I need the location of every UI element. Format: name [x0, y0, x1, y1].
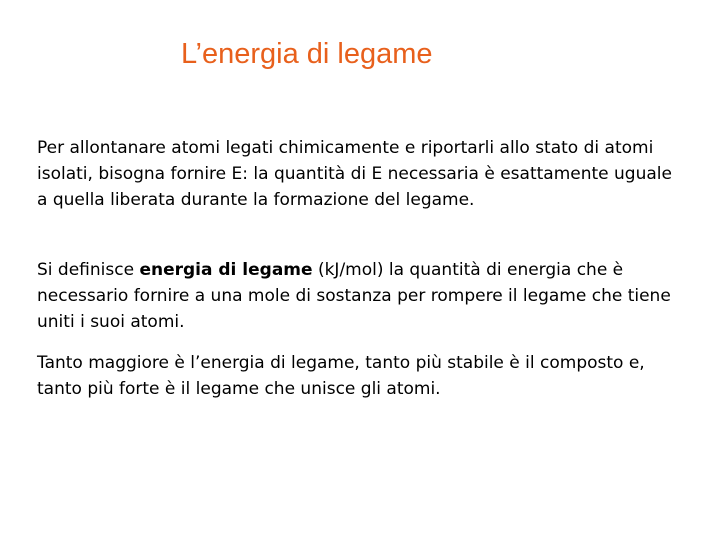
- paragraph-bond-breaking: Per allontanare atomi legati chimicamente e riportarli allo stato di atomi isolati, bisogna fornire E: la quantità di E necessaria è esattamente uguale a quella liberata durante la formazione del legame.: [37, 138, 672, 210]
- slide-title: L’energia di legame: [181, 38, 433, 70]
- paragraph-bond-energy-definition: [37, 257, 687, 335]
- definition-rest-text: (kJ/mol) la quantità di energia che è necessario fornire a una mole di sostanza per rompere il legame che tiene uniti i suoi atomi.: [37, 260, 671, 332]
- paragraph-stability: Tanto maggiore è l’energia di legame, tanto più stabile è il composto e, tanto più forte è il legame che unisce gli atomi.: [37, 353, 645, 399]
- defined-term: energia di legame: [139, 260, 313, 280]
- definition-intro-text: Si definisce: [37, 260, 140, 280]
